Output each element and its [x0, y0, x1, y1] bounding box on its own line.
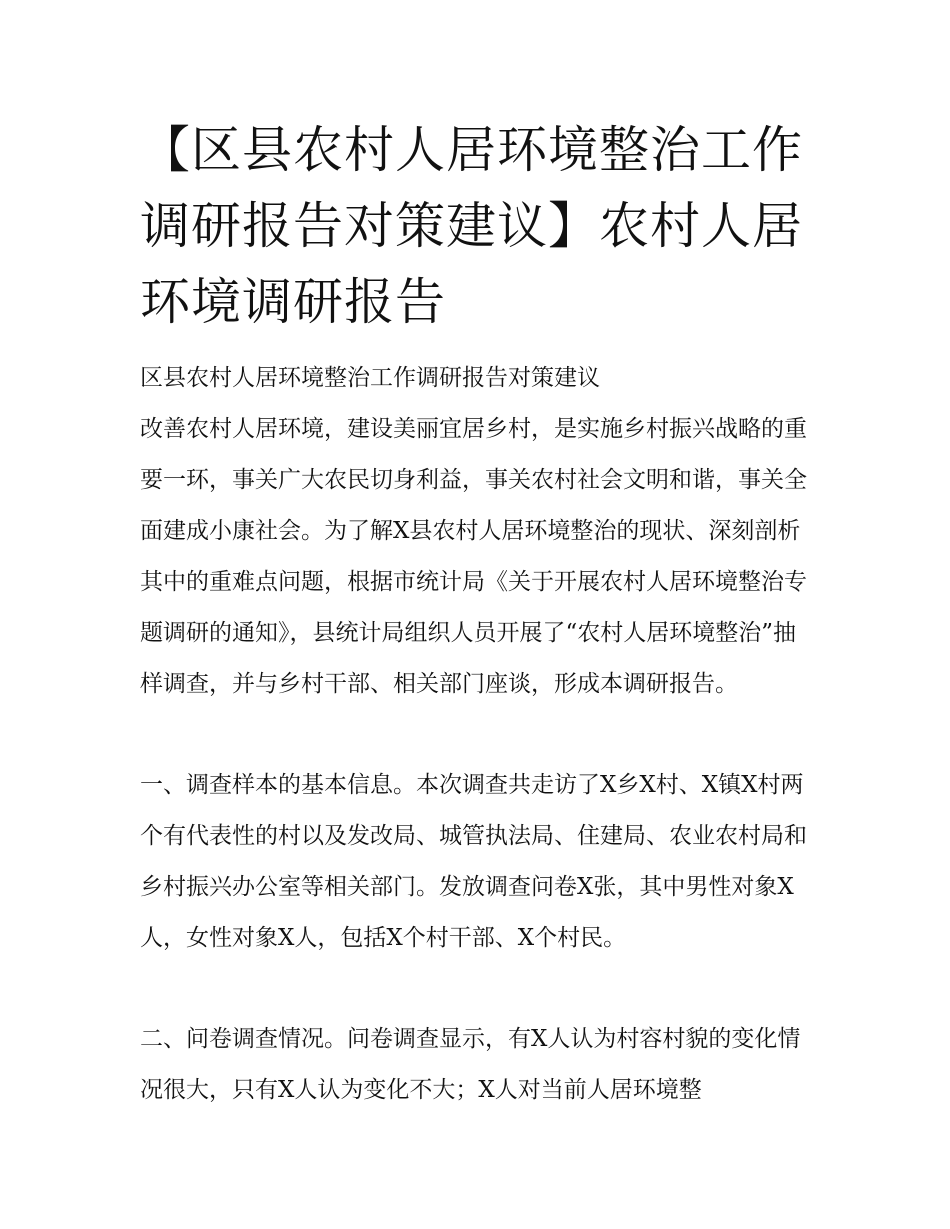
paragraph-sample-info: 一、调查样本的基本信息。本次调查共走访了X乡X村、X镇X村两个有代表性的村以及发改局、城管执法局、住建局、农业农村局和乡村振兴办公室等相关部门。发放调查问卷X张，其中男性对象X人，女性对象X人，包括X个村干部、X个村民。: [140, 772, 807, 951]
document-subtitle: 区县农村人居环境整治工作调研报告对策建议: [140, 365, 600, 391]
document-title: 【区县农村人居环境整治工作调研报告对策建议】农村人居环境调研报告: [140, 121, 803, 331]
paragraph-survey: 二、问卷调查情况。问卷调查显示，有X人认为村容村貌的变化情况很大，只有X人认为变化不大；X人对当前人居环境整: [140, 1026, 801, 1103]
paragraph-intro: 改善农村人居环境，建设美丽宜居乡村，是实施乡村振兴战略的重要一环，事关广大农民切身利益，事关农村社会文明和谐，事关全面建成小康社会。为了解X县农村人居环境整治的现状、深刻剖析其中的重难点问题，根据市统计局《关于开展农村人居环境整治专题调研的通知》，县统计局组织人员开展了“农村人居环境整治”抽样调查，并与乡村干部、相关部门座谈，形成本调研报告。: [140, 416, 807, 697]
